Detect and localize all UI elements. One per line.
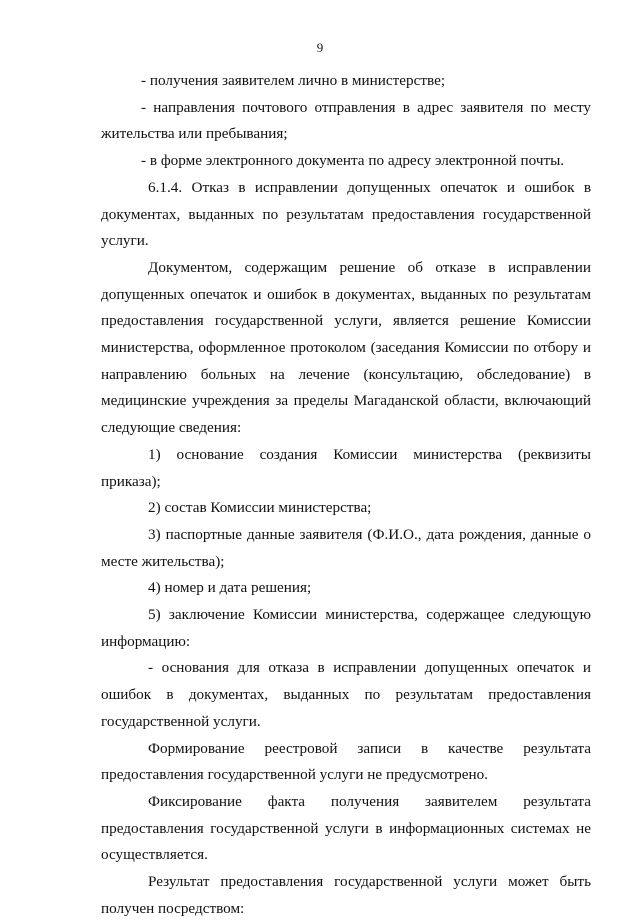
document-body [101, 68, 591, 923]
paragraph: Формирование реестровой записи в качестве результата предоставления государственной услуги не предусмотрено. [101, 739, 591, 784]
paragraph: - основания для отказа в исправлении допущенных опечаток и ошибок в документах, выданных по результатам предоставления государственной услуги. [101, 659, 591, 730]
paragraph: 5) заключение Комиссии министерства, содержащее следующую информацию: [101, 606, 591, 650]
paragraph: 4) номер и дата решения; [148, 579, 312, 597]
paragraph: 6.1.4. Отказ в исправлении допущенных опечаток и ошибок в документах, выданных по результатам предоставления государственной услуги. [101, 178, 591, 250]
paragraph: - в форме электронного документа по адресу электронной почты. [141, 152, 565, 170]
paragraph: Документом, содержащим решение об отказе в исправлении допущенных опечаток и ошибок в документах, выданных по результатам предоставления государственной услуги, является решение Комиссии министерства, оформленное протоколом (заседания Комиссии по отбору и направлению больных на лечение (консультацию, обследование) в медицинские учреждения за пределы Магаданской области, включающий следующие сведения: [101, 258, 591, 437]
paragraph: 1) основание создания Комиссии министерства (реквизиты приказа); [101, 445, 591, 490]
paragraph: Результат предоставления государственной услуги может быть получен посредством: [101, 873, 591, 917]
paragraph: - направления почтового отправления в адрес заявителя по месту жительства или пребывания; [101, 98, 591, 143]
page-number: 9 [316, 40, 324, 55]
paragraph: - получения заявителем лично в министерстве; [141, 72, 446, 89]
paragraph: Фиксирование факта получения заявителем результата предоставления государственной услуги в информационных системах не осуществляется. [101, 792, 591, 864]
paragraph: 3) паспортные данные заявителя (Ф.И.О., дата рождения, данные о месте жительства); [101, 525, 591, 570]
paragraph: 2) состав Комиссии министерства; [148, 499, 372, 517]
